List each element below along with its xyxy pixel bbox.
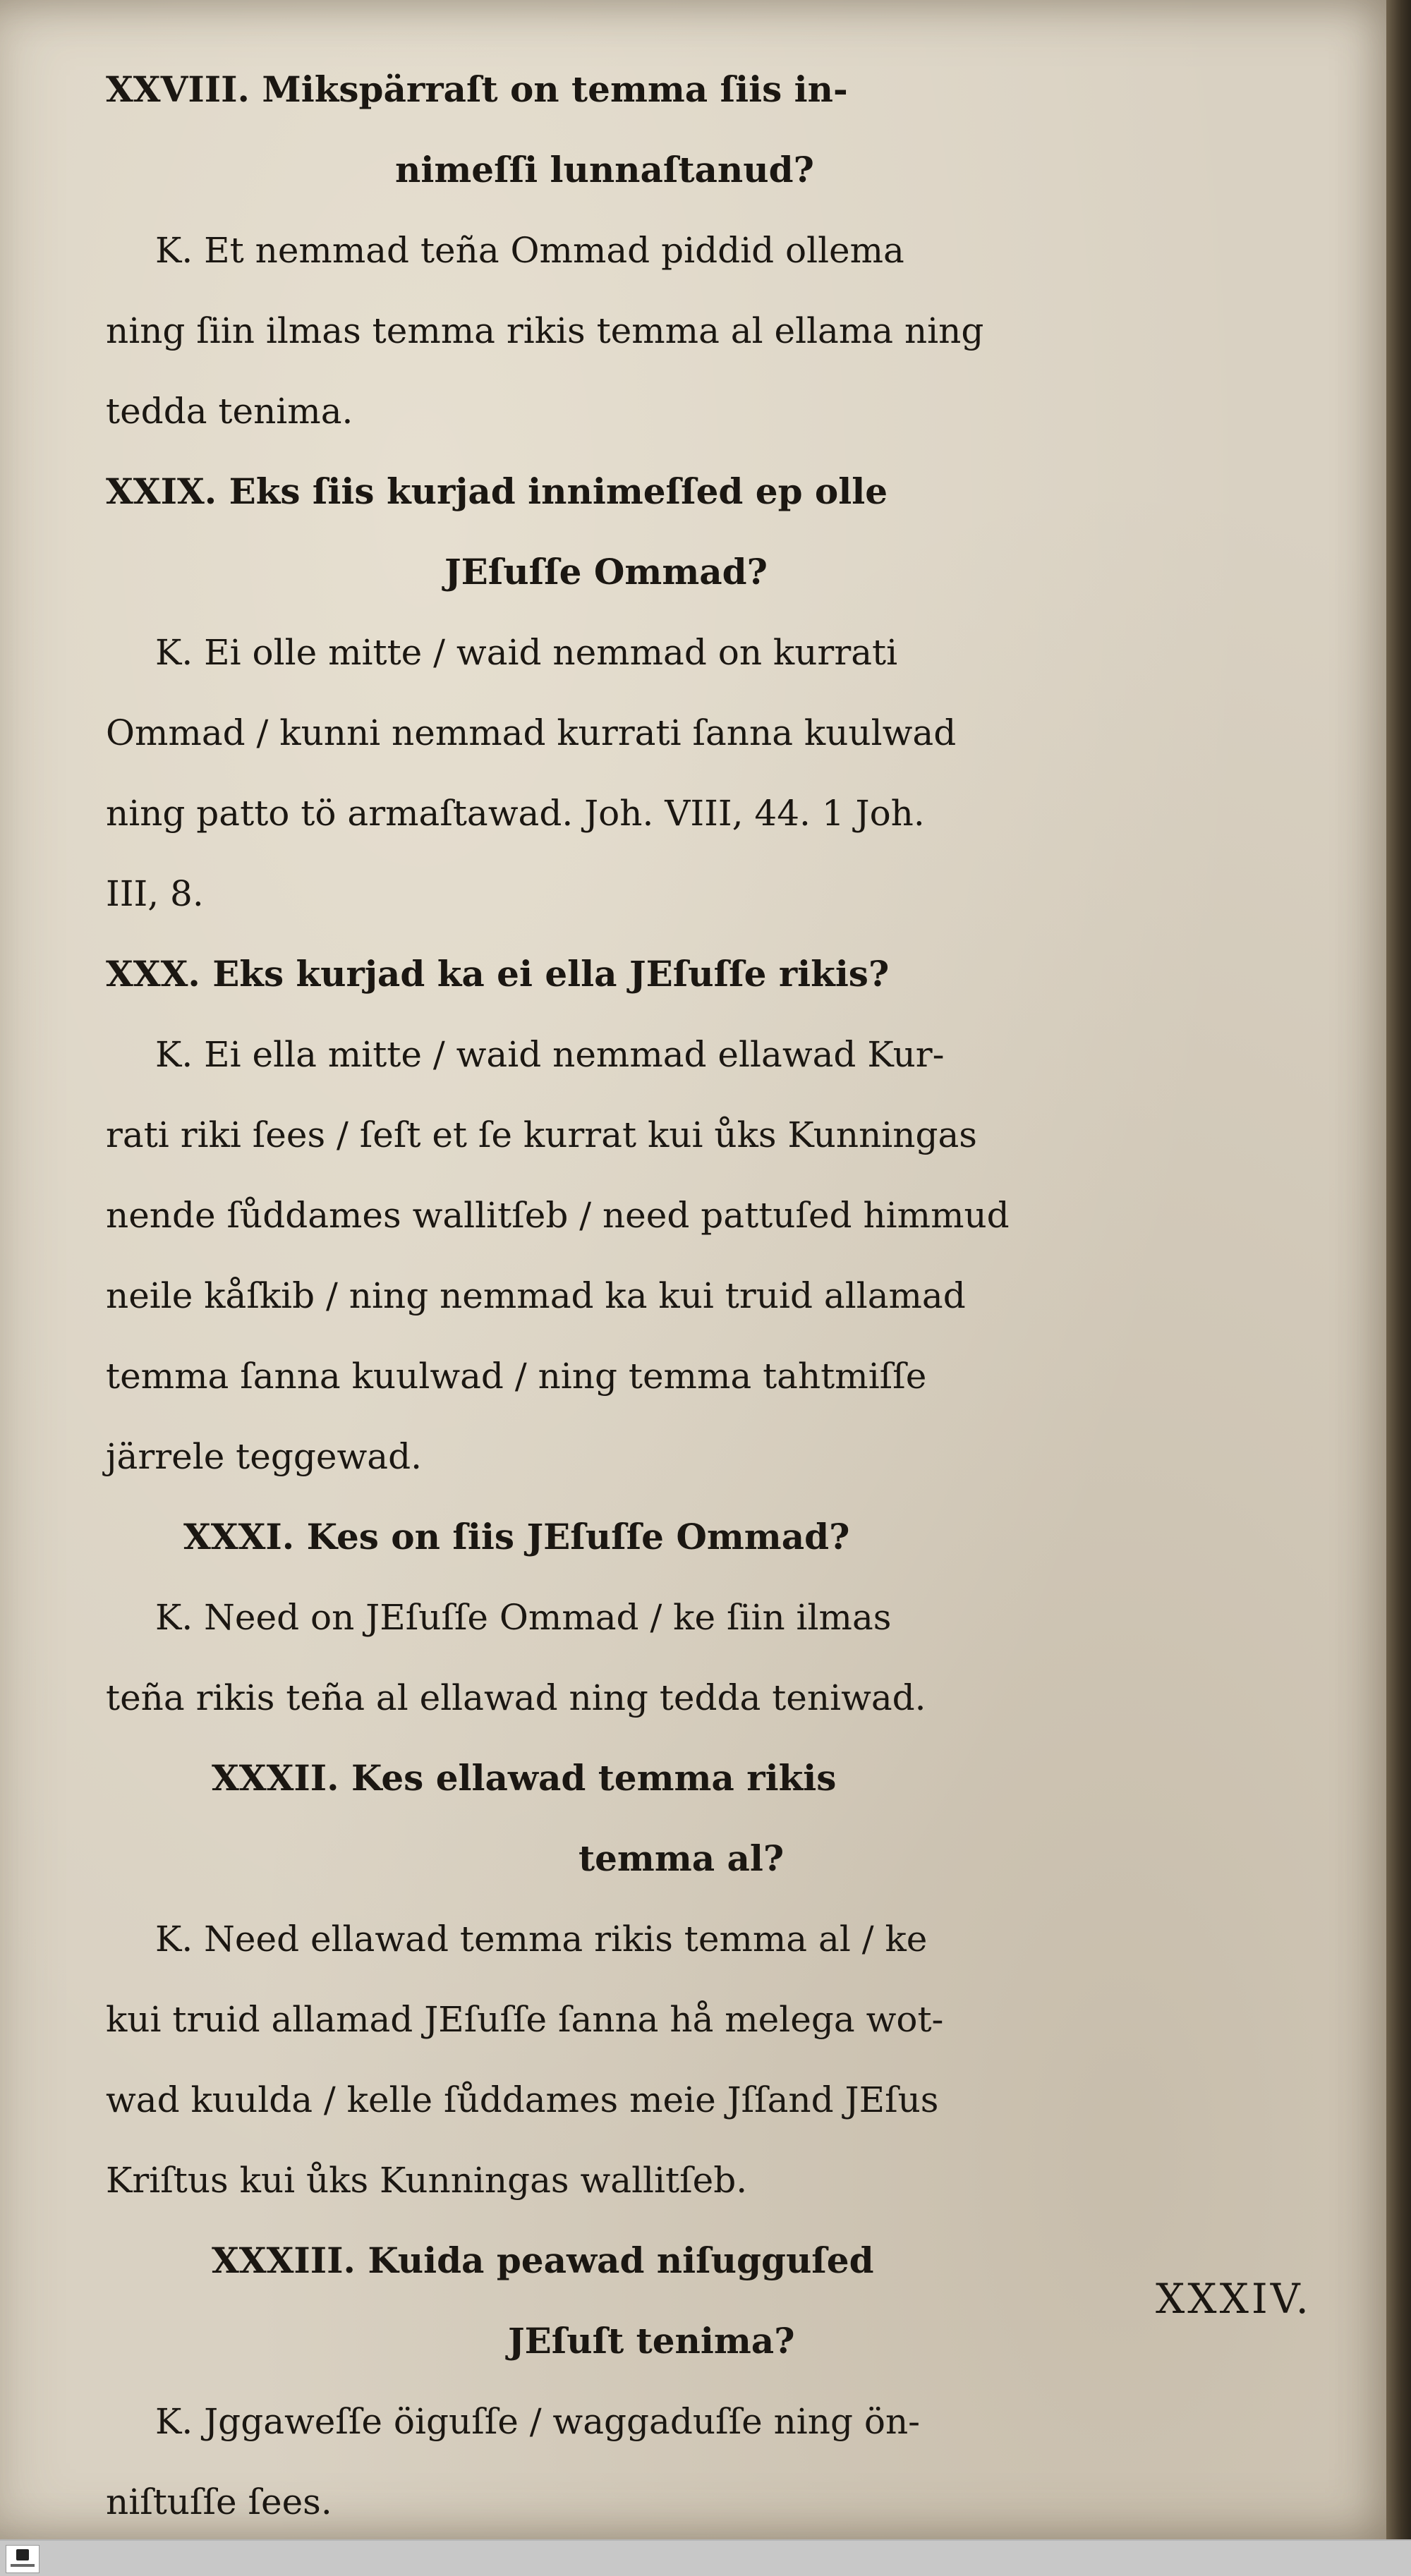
library-logo-icon xyxy=(6,2545,40,2573)
answer-line: teña rikis teña al ellawad ning tedda teniwad. xyxy=(106,1677,926,1718)
answer-line: tedda tenima. xyxy=(106,391,353,432)
answer-line: K. Need on JEſuſſe Ommad / ke ſiin ilmas xyxy=(155,1597,892,1638)
answer-line: wad kuulda / kelle ſůddames meie Jſſand JEſus xyxy=(106,2079,939,2120)
answer-line: Ommad / kunni nemmad kurrati ſanna kuulwad xyxy=(106,712,957,753)
question-line: XXXIII. Kuida peawad niſugguſed xyxy=(212,2240,874,2281)
answer-line: K. Ei olle mitte / waid nemmad on kurrati xyxy=(155,632,898,673)
answer-line: ning ſiin ilmas temma rikis temma al ellama ning xyxy=(106,310,984,351)
catchword: XXXIV. xyxy=(1156,2275,1312,2323)
answer-line: rati riki ſees / ſeſt et ſe kurrat kui ůks Kunningas xyxy=(106,1114,977,1155)
answer-line: nende ſůddames wallitſeb / need pattuſed himmud xyxy=(106,1195,1010,1236)
answer-line: K. Jggaweſſe öiguſſe / waggaduſſe ning ön- xyxy=(155,2401,921,2442)
question-line: XXXII. Kes ellawad temma rikis xyxy=(212,1757,837,1799)
question-line: XXIX. Eks ſiis kurjad innimeſſed ep olle xyxy=(106,470,888,512)
page-edge xyxy=(1386,0,1411,2539)
answer-line: järrele teggewad. xyxy=(106,1436,422,1477)
question-line: XXVIII. Mikspärraſt on temma ſiis in- xyxy=(106,68,848,110)
answer-line: kui truid allamad JEſuſſe ſanna hå melega wot- xyxy=(106,1999,944,2040)
question-line: JEſuſt tenima? xyxy=(508,2320,795,2362)
question-line: nimeſſi lunnaſtanud? xyxy=(395,149,814,190)
page-text xyxy=(106,49,1362,2542)
answer-line: K. Et nemmad teña Ommad piddid ollema xyxy=(155,230,904,271)
answer-line: ning patto tö armaſtawad. Joh. VIII, 44. 1 Joh. xyxy=(106,793,925,834)
answer-line: niſtuſſe ſees. xyxy=(106,2481,332,2522)
question-line: XXXI. Kes on ſiis JEſuſſe Ommad? xyxy=(183,1516,850,1557)
viewer-footer-bar xyxy=(0,2539,1411,2576)
question-line: XXX. Eks kurjad ka ei ella JEſuſſe rikis? xyxy=(106,953,890,995)
answer-line: K. Ei ella mitte / waid nemmad ellawad Kur- xyxy=(155,1034,945,1075)
question-line: JEſuſſe Ommad? xyxy=(444,551,768,593)
answer-line: III, 8. xyxy=(106,873,204,914)
answer-line: neile kåſkib / ning nemmad ka kui truid allamad xyxy=(106,1275,966,1316)
answer-line: temma ſanna kuulwad / ning temma tahtmiſſe xyxy=(106,1356,927,1397)
question-line: temma al? xyxy=(579,1837,785,1879)
answer-line: K. Need ellawad temma rikis temma al / ke xyxy=(155,1919,928,1960)
answer-line: Kriſtus kui ůks Kunningas wallitſeb. xyxy=(106,2160,748,2201)
